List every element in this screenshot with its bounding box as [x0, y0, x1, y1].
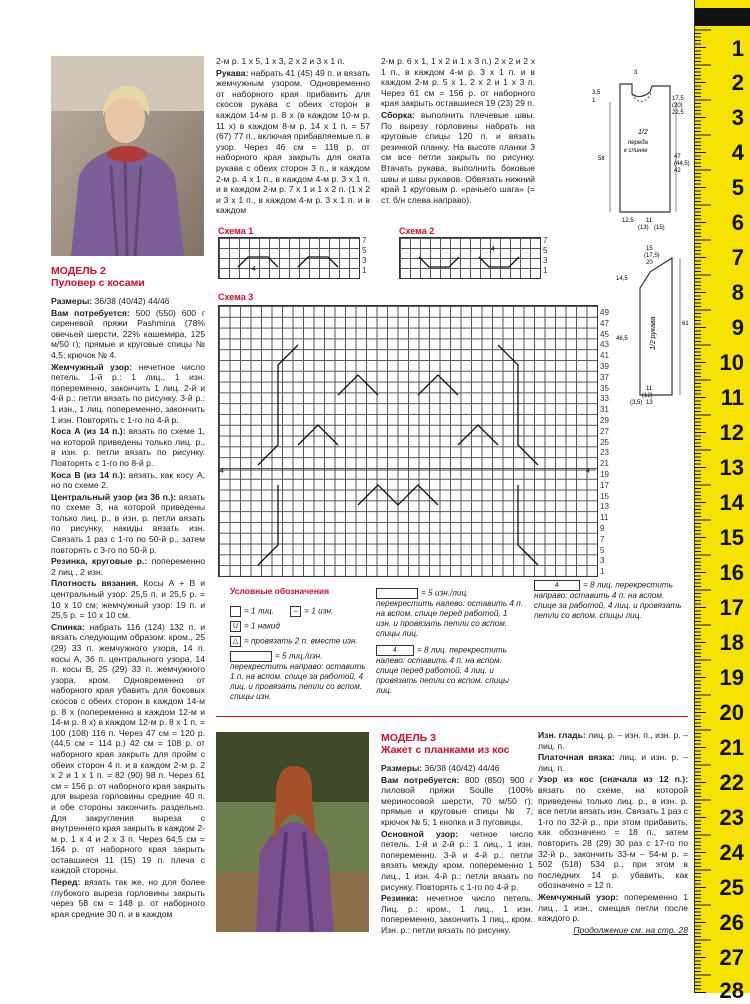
scheme3-row: 13 [600, 502, 609, 512]
density-label: Плотность вязания. [51, 578, 139, 589]
pattern2-top3: 20 [646, 260, 653, 266]
scheme3-row: 23 [600, 448, 609, 458]
ruler-number: 16 [719, 560, 744, 585]
ruler-ticks [695, 0, 750, 993]
pattern1-label: переда [628, 140, 648, 146]
model2-text-col3 [381, 56, 535, 206]
knit-symbol [230, 606, 241, 617]
sizes-label: Размеры: [51, 296, 93, 306]
scheme3-row: 9 [600, 524, 605, 533]
scheme3-row: 15 [600, 491, 609, 501]
central-label: Центральный узор (из 36 п.): [51, 491, 177, 502]
purl-symbol: – [290, 606, 301, 617]
model3-photo [216, 732, 369, 932]
central-value: вязать по схеме 3, на которой приведены только лиц. р., в изн. р. петли вязать по рисунку, накиды вязать изн. Связать 1 раз с 1-го по 50-й р., затем повторять с 3-го по 50-й р. [51, 491, 205, 555]
m3-sizes-value: 36/38 (40/42) 44/46 [424, 763, 500, 773]
pattern1-bottom4: (15) [654, 225, 665, 231]
front-label: Перед: [51, 877, 81, 888]
model2-text-col2 [216, 56, 370, 217]
ruler-number: 18 [719, 630, 744, 655]
model2-title: МОДЕЛЬ 2 [51, 265, 106, 277]
scheme2-marker: 4 [491, 246, 495, 253]
scheme3-row: 21 [600, 459, 609, 469]
legend-col3 [534, 580, 684, 621]
scheme3-title: Схема 3 [218, 292, 254, 302]
ruler-number: 24 [719, 840, 744, 865]
cableA-label: Коса А (из 14 п.): [51, 426, 126, 437]
pearl-label: Жемчужный узор: [51, 361, 133, 372]
tape-measure-ruler [694, 0, 750, 1003]
scheme3-row: 19 [600, 470, 609, 479]
dec-symbol: △ [230, 636, 241, 647]
ruler-number: 7 [731, 245, 744, 270]
m3-rib-label: Резинка: [381, 893, 418, 904]
m3-cable-value: вязать по схеме, на которой приведены только лиц. р., в изн. р. все петли вязать изн. Связать 1 раз с 1-го по 32-й р., при этом прибавить, как обозначено = 18 п., затем повторить 28 (29) 30 раз с 17-го по 32-й р., закончить 33-м – 54-м р. = 502 (518) 534 р., при этом в последних 14 р. убавить, как обозначено = 12 п. [538, 784, 688, 891]
cross8-left-symbol: 4 [376, 645, 414, 656]
scheme3-row: 37 [600, 372, 609, 382]
m3-stock-label: Изн. гладь: [538, 730, 586, 740]
pattern1-side1: 47 [674, 154, 681, 160]
legend-knit: = 1 лиц. [244, 606, 275, 616]
legend-col1 [230, 606, 372, 702]
pattern1-size2: 1 [592, 98, 596, 104]
sleeve-pattern-diagram [610, 240, 695, 415]
m3-needs-label: Вам потребуется: [381, 774, 460, 785]
ruler-number: 28 [719, 978, 744, 1003]
cross5-left-symbol [376, 588, 418, 599]
model3-title: МОДЕЛЬ 3 [381, 732, 436, 744]
scheme3-row: 47 [600, 318, 609, 328]
scheme1-row: 7 [362, 236, 367, 245]
model3-text-col2 [381, 763, 533, 937]
ruler-number: 2 [731, 70, 744, 95]
pattern1-bottom3: (13) [638, 225, 649, 231]
pattern2-half: 1/2 рукава [650, 316, 657, 350]
ruler-number: 13 [719, 455, 744, 480]
scheme3-row: 17 [600, 480, 609, 490]
ruler-number: 1 [731, 36, 744, 61]
ruler-number: 12 [719, 420, 744, 445]
ruler-number: 3 [731, 105, 744, 130]
m3-stock-value: лиц. р. – изн. п., изн. р. – лиц. п. [538, 730, 688, 751]
scheme3-row: 7 [600, 534, 605, 544]
sizes-value: 36/38 (40/42) 44/46 [94, 296, 170, 306]
ruler-number: 9 [731, 315, 744, 340]
cableB-value: вязать, как косу А, но по схеме 2. [51, 469, 205, 491]
col3-continuation: 2-м р. 6 х 1, 1 х 2 и 1 х 3 п.) 2 х 2 и 2 х 1 п., в каждом 4-м р. 3 х 1 п. и в каждом 2-м р. 5 х 1, 2 х 2 и 1 х 3 п. Через 61 см = 156 р. от наборного края закрыть оставшиеся 19 (23) 29 п. [381, 56, 535, 109]
m3-garter-value: лиц. и изн. р. – лиц. п. [538, 752, 689, 773]
ruler-number: 5 [731, 175, 744, 200]
ruler-number: 15 [719, 525, 744, 550]
needs-value: 500 (550) 600 г сиреневой пряжи Pashmina (78% овечьей шерсти, 22% кашемира, 125 м/50 г); прямые и круговые спицы № 4,5; крючок № 4. [51, 307, 206, 360]
scheme1-row: 3 [362, 256, 367, 265]
body-pattern-diagram [590, 62, 690, 232]
m3-sizes-label: Размеры: [381, 763, 423, 773]
scheme3-row: 25 [600, 437, 609, 447]
back-value: набрать 116 (124) 132 п. и вязать следующим образом: кром., 25 (29) 33 п. жемчужного узора, 14 п. косы А, 36 п. центрального узора, 14 п. косы В, 25 (29) 33 п. жемчужного узора, кром. Одновременно от наборного края убавить для боковых скосов с обеих сторон в каждом 14-м р. 8 х (попеременно в каждом 12-м и 14-м р. 8 х) в каждом 12-м р. 8 х 1 п. = 100 (108) 116 п. Через 47 см = 120 р. (44,5 см = 114 р.) 42 см = 108 р. от наборного края закрыть для пройм с обеих сторон 4 п. и в каждом 2-м р. 2 х 2 и 1 х 1 п. = 82 (90) 98 п. Через 61 см = 156 р. от наборного края закрыть для выреза горловины средние 40 п. и обе стороны закончить раздельно. Для закругления выреза с внутреннего края закрыть в каждом 2-м р. 1 х 4 и 2 х 3 п. Через 64,5 см = 164 р. от наборного края закрыть оставшиеся 11 (15) 19 п. плеча с каждой стороны. [51, 621, 205, 876]
scheme3-row: 27 [600, 426, 609, 436]
sleeves-label: Рукава: [216, 67, 249, 78]
scheme1-row: 5 [362, 246, 367, 255]
pattern1-bottom1: 12,5 [622, 218, 634, 224]
scheme3-marker-right: 4 [586, 468, 590, 475]
legend-cross8-left: = 8 лиц. перекрестить налево: оставить 4 п. на вспом. спице перед работой, 4 лиц. и провязать петли со вспом. спицы лиц. [376, 645, 509, 695]
scheme3-row: 11 [600, 513, 609, 523]
legend-cross5-left: = 5 изн./лиц. перекрестить налево: оставить 4 п. на вспом. спице перед работой, 1 изн. и провязать петли со вспом. спицы лиц. [376, 588, 524, 638]
ruler-number: 21 [719, 735, 744, 760]
m3-basic-label: Основной узор: [381, 828, 459, 839]
ruler-number: 23 [719, 805, 744, 830]
ruler-number: 19 [719, 665, 744, 690]
scheme3-row: 3 [600, 556, 605, 566]
pattern2-b3: 13 [646, 400, 653, 406]
scheme3-row: 31 [600, 405, 609, 415]
pattern1-side3: 42 [674, 168, 681, 174]
needs-label: Вам потребуется: [51, 307, 130, 318]
rib-value: попеременно 2 лиц., 2 изн. [51, 556, 205, 577]
pattern2-b2: (12) [642, 393, 653, 399]
scheme3-row: 1 [600, 567, 605, 577]
m3-needs-value: 800 (850) 900 г лиловой пряжи Soulle (100% мериносовой шерсти, 70 м/50 г); прямые и круговые спицы № 7; крючок № 5; 1 кнопка и 3 пуговицы. [381, 774, 534, 827]
model2-subtitle: Пуловер с косами [51, 277, 145, 289]
pattern1-half: 1/2 [638, 129, 648, 136]
rib-label: Резинка, круговые р.: [51, 556, 148, 567]
model2-photo [51, 56, 204, 256]
pearl-value: нечетное число петель. 1-й р.: 1 лиц., 1 изн. попеременно, закончить 1 лиц. 2-й и 4-й р.: петли вязать по рисунку. 3-й р.: 1 изн., 1 лиц. попеременно, закончить 1 изн. Повторять с 1-го по 4-й р. [51, 361, 205, 425]
model2-text-col1 [51, 296, 205, 920]
cross8-right-symbol: 4 [534, 580, 580, 591]
scheme3-row: 29 [600, 416, 609, 425]
model3-text-col3 [538, 730, 688, 936]
ruler-number: 27 [719, 945, 744, 970]
pattern1-side2: (44,5) [674, 161, 690, 167]
cableA-value: вязать по схеме 1, на которой приведены только лиц. р., в изн. р. петли вязать по рисунку. Повторять с 1-го по 8-й р. [51, 426, 206, 468]
pattern1-size1: 3,5 [592, 90, 601, 96]
ruler-number: 22 [719, 770, 744, 795]
legend-purl: = 1 изн. [304, 606, 334, 616]
scheme1-row: 1 [362, 266, 367, 275]
density-value: Косы А + В и центральный узор: 25,5 п. и 25,5 р. = 10 х 10 см; жемчужный узор: 19 п. и 25,5 р. = 10 х 10 см. [51, 578, 206, 621]
scheme2-row: 1 [543, 266, 548, 275]
scheme3-row: 41 [600, 351, 609, 361]
legend-col2 [376, 588, 524, 696]
scheme3-row: 49 [600, 308, 609, 317]
scheme2-row: 5 [543, 246, 548, 255]
continued-link[interactable]: Продолжение см. на стр. 28 [573, 924, 688, 935]
pattern1-top: 3 [634, 70, 638, 76]
pattern1-w3: 22,5 [672, 110, 684, 116]
pattern1-w2: (20) [672, 103, 683, 109]
ruler-number: 14 [719, 490, 744, 515]
scheme3-row: 43 [600, 340, 609, 350]
scheme2-title: Схема 2 [399, 226, 435, 236]
yarn-over-symbol: U [230, 621, 241, 632]
sleeves-value: набрать 41 (45) 49 п. и вязать жемчужным узором. Одновременно от наборного края прибавить для скосов рукава с обеих сторон в каждом 14-м р. 8 х (в каждом 10-м р. 11 х) в каждом 8-м р. 14 х 1 п. = 57 (67) 77 п., включая прибавляемые п. в узор. Через 46 см = 118 р. от наборного края закрыть для оката рукава с обеих сторон 3 п., в каждом 2-м р. 4 х 1 п., в каждом 4-м р. 3 х 1 п. и в каждом 2-м р. 7 х 1 и 1 х 2 п. (1 х 2 и 3 х 1 п., в каждом 4-м р. 3 х 1 п. и в каждом [216, 67, 370, 216]
pattern2-top2: (17,5) [644, 253, 660, 259]
scheme3-row: 35 [600, 383, 609, 393]
ruler-number: 20 [719, 700, 744, 725]
ruler-number: 25 [719, 875, 744, 900]
pattern1-label2: к спинке [624, 148, 648, 154]
ruler-number: 26 [719, 910, 744, 935]
ruler-number: 4 [731, 140, 744, 165]
pattern2-b1: 11 [646, 386, 653, 392]
m3-rib-value: нечетное число петель. Лиц. р.: кром., 1 лиц., 1 изн. попеременно, закончить 1 лиц., кром. Изн. р.: петли вязать по рисунку. [381, 893, 533, 935]
m3-pearl-value: попеременно 1 лиц., 1 изн., смещая петли после каждого р. [538, 891, 688, 924]
pattern2-side1: 14,5 [616, 276, 628, 282]
scheme3-marker-left: 4 [220, 468, 224, 475]
assembly-value: выполнить плечевые швы. По вырезу горловины набрать на круговые спицы 120 п. и вязать резинкой планку. На высоте планки 3 см все петли закрыть по рисунку. Втачать рукава, выполнить боковые швы и швы рукавов. Обвязать нижний край 1 круговым р. «рачьего шага» (= ст. б/н слева направо). [381, 109, 535, 205]
back-label: Спинка: [51, 621, 85, 632]
pattern2-b4: (3,5) [630, 400, 643, 406]
scheme1-title: Схема 1 [218, 226, 254, 236]
ruler-number: 8 [731, 280, 744, 305]
assembly-label: Сборка: [381, 109, 415, 120]
ruler-number: 11 [720, 385, 744, 410]
cableB-label: Коса В (из 14 п.): [51, 469, 126, 480]
front-value: вязать так же, но для более глубокого выреза горловины закрыть через 58 см = 148 р. от наборного края средние 30 п. и в каждом [51, 877, 205, 919]
col2-continuation: 2-м р. 1 х 5, 1 х 3, 2 х 2 и 3 х 1 п. [216, 56, 345, 66]
ruler-number: 17 [719, 595, 744, 620]
model3-subtitle: Жакет с планками из кос [381, 744, 510, 756]
scheme1-cables [218, 237, 358, 277]
scheme2-cables [399, 237, 539, 277]
ruler-number: 6 [731, 210, 744, 235]
pattern1-height: 58 [598, 156, 605, 162]
scheme3-row: 39 [600, 362, 609, 371]
scheme3-row: 45 [600, 329, 609, 339]
pattern1-bottom2: 11 [646, 218, 653, 224]
cross5-right-symbol [230, 651, 272, 662]
scheme1-marker: 4 [252, 266, 256, 273]
legend-cross8-right: = 8 лиц. перекрестить направо: оставить 4 п. на вспом. спице за работой, 4 лиц. и провязать петли со вспом. спицы лиц. [534, 580, 682, 620]
pattern2-side3: 46,5 [616, 336, 628, 342]
m3-pearl-label: Жемчужный узор: [538, 891, 619, 902]
pattern2-top1: 15 [646, 246, 653, 252]
m3-cable-label: Узор из кос (сначала из 12 п.): [538, 774, 688, 785]
legend-yarn-over: = 1 накид [244, 621, 280, 631]
scheme2-row: 7 [543, 236, 548, 245]
legend-title: Условные обозначения [230, 586, 330, 596]
legend-dec: = провязать 2 п. вместе изн. [244, 636, 358, 646]
m3-garter-label: Платочная вязка: [538, 752, 615, 763]
pattern1-w1: 17,5 [672, 96, 684, 102]
legend-cross5-right: = 5 лиц./изн. перекрестить направо: оставить 1 п. на вспом. спице за работой, 4 лиц. и провязать петли со вспом. спицы изн. [230, 651, 366, 701]
pattern2-side2: 61 [682, 321, 689, 327]
m3-basic-value: четное число петель. 1-й и 2-й р.: 1 лиц., 1 изн. попеременно. 3-й и 4-й р.: петли вязать между кром. попеременно 1 лиц., 1 изн. 4-й р.: петли вязать по рисунку. Повторять с 1-го по 4-й р. [381, 828, 533, 892]
scheme2-row: 3 [543, 256, 548, 265]
section-divider [216, 716, 688, 717]
ruler-number: 10 [719, 350, 744, 375]
scheme3-row: 5 [600, 545, 605, 555]
scheme3-cables [218, 305, 596, 575]
scheme3-row: 33 [600, 394, 609, 404]
